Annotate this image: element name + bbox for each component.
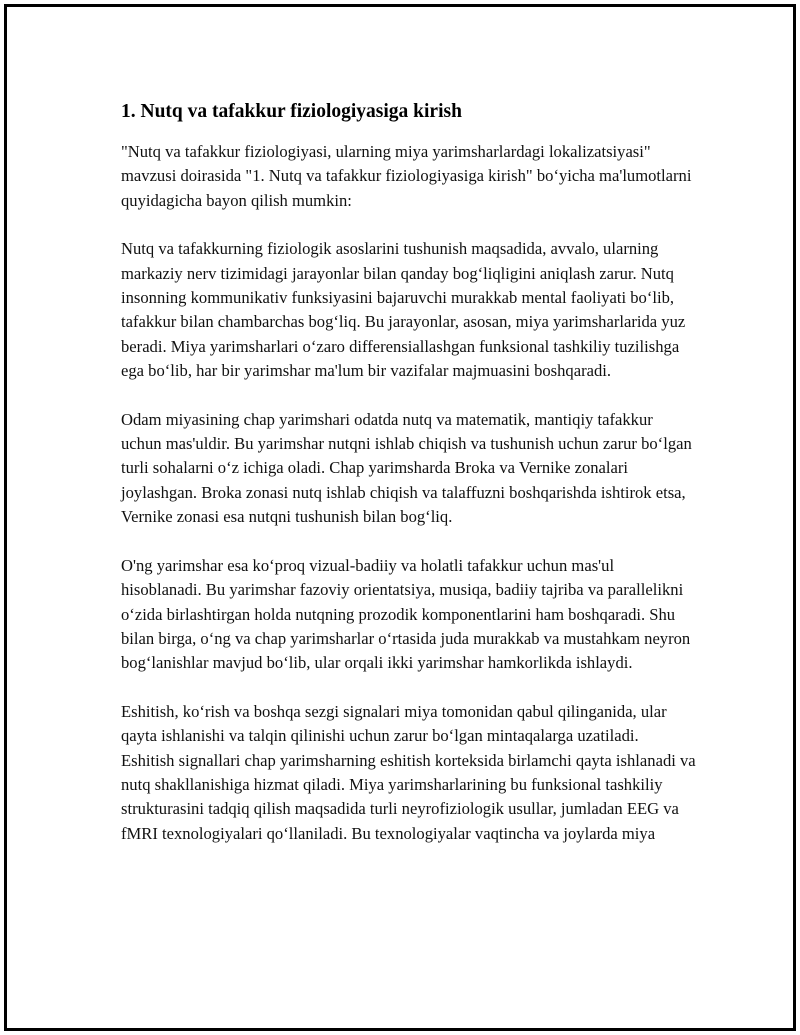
document-body bbox=[121, 99, 696, 870]
paragraph-right-hemisphere: O'ng yarimshar esa ko‘proq vizual-badiiy va holatli tafakkur uchun mas'ul hisoblanadi. Bu yarimshar fazoviy orientatsiya, musiqa, badiiy tajriba va parallelikni o‘zida birlashtirgan holda nutqning prozodik komponentlarini ham boshqaradi. Shu bilan birga, o‘ng va chap yarimsharlar o‘rtasida juda murakkab va mustahkam neyron bog‘lanishlar mavjud bo‘lib, ular orqali ikki yarimshar hamkorlikda ishlaydi. bbox=[121, 555, 691, 673]
paragraph-sensory-signals: Eshitish, ko‘rish va boshqa sezgi signalari miya tomonidan qabul qilinganida, ular qayta ishlanishi va talqin qilinishi uchun zarur bo‘lgan mintaqalarga uzatiladi. Eshitish signallari chap yarimsharning eshitish korteksida birlamchi qayta ishlanadi va nutq shakllanishiga hizmat qiladi. Miya yarimsharlarining bu funksional tashkiliy strukturasini tadqiq qilish maqsadida turli neyrofiziologik usullar, jumladan EEG va fMRI texnologiyalari qo‘llaniladi. Bu texnologiyalar vaqtincha va joylarda miya bbox=[121, 702, 696, 843]
section-heading: 1. Nutq va tafakkur fiziologiyasiga kirish bbox=[121, 101, 462, 122]
paragraph-left-hemisphere: Odam miyasining chap yarimshari odatda nutq va matematik, mantiqiy tafakkur uchun mas'uldir. Bu yarimshar nutqni ishlab chiqish va tushunish uchun zarur bo‘lgan turli sohalarni o‘z ichiga oladi. Chap yarimsharda Broka va Vernike zonalari joylashgan. Broka zonasi nutq ishlab chiqish va talaffuzni boshqarishda ishtirok etsa, Vernike zonasi esa nutqni tushunish bilan bog‘liq. bbox=[121, 409, 692, 527]
paragraph-intro: "Nutq va tafakkur fiziologiyasi, ularning miya yarimsharlardagi lokalizatsiyasi" mavzusi doirasida "1. Nutq va tafakkur fiziologiyasiga kirish" bo‘yicha ma'lumotlarni quyidagicha bayon qilish mumkin: bbox=[121, 142, 692, 210]
page-frame bbox=[4, 4, 796, 1031]
paragraph-physiology-basics: Nutq va tafakkurning fiziologik asoslarini tushunish maqsadida, avvalo, ularning markaziy nerv tizimidagi jarayonlar bilan qanday bog‘liqligini aniqlash zarur. Nutq insonning kommunikativ funksiyasini bajaruvchi murakkab mental faoliyati bo‘lib, tafakkur bilan chambarchas bog‘liq. Bu jarayonlar, asosan, miya yarimsharlarida yuz beradi. Miya yarimsharlari o‘zaro differensiallashgan funksional tashkiliy tuzilishga ega bo‘lib, har bir yarimshar ma'lum bir vazifalar majmuasini boshqaradi. bbox=[121, 239, 686, 380]
